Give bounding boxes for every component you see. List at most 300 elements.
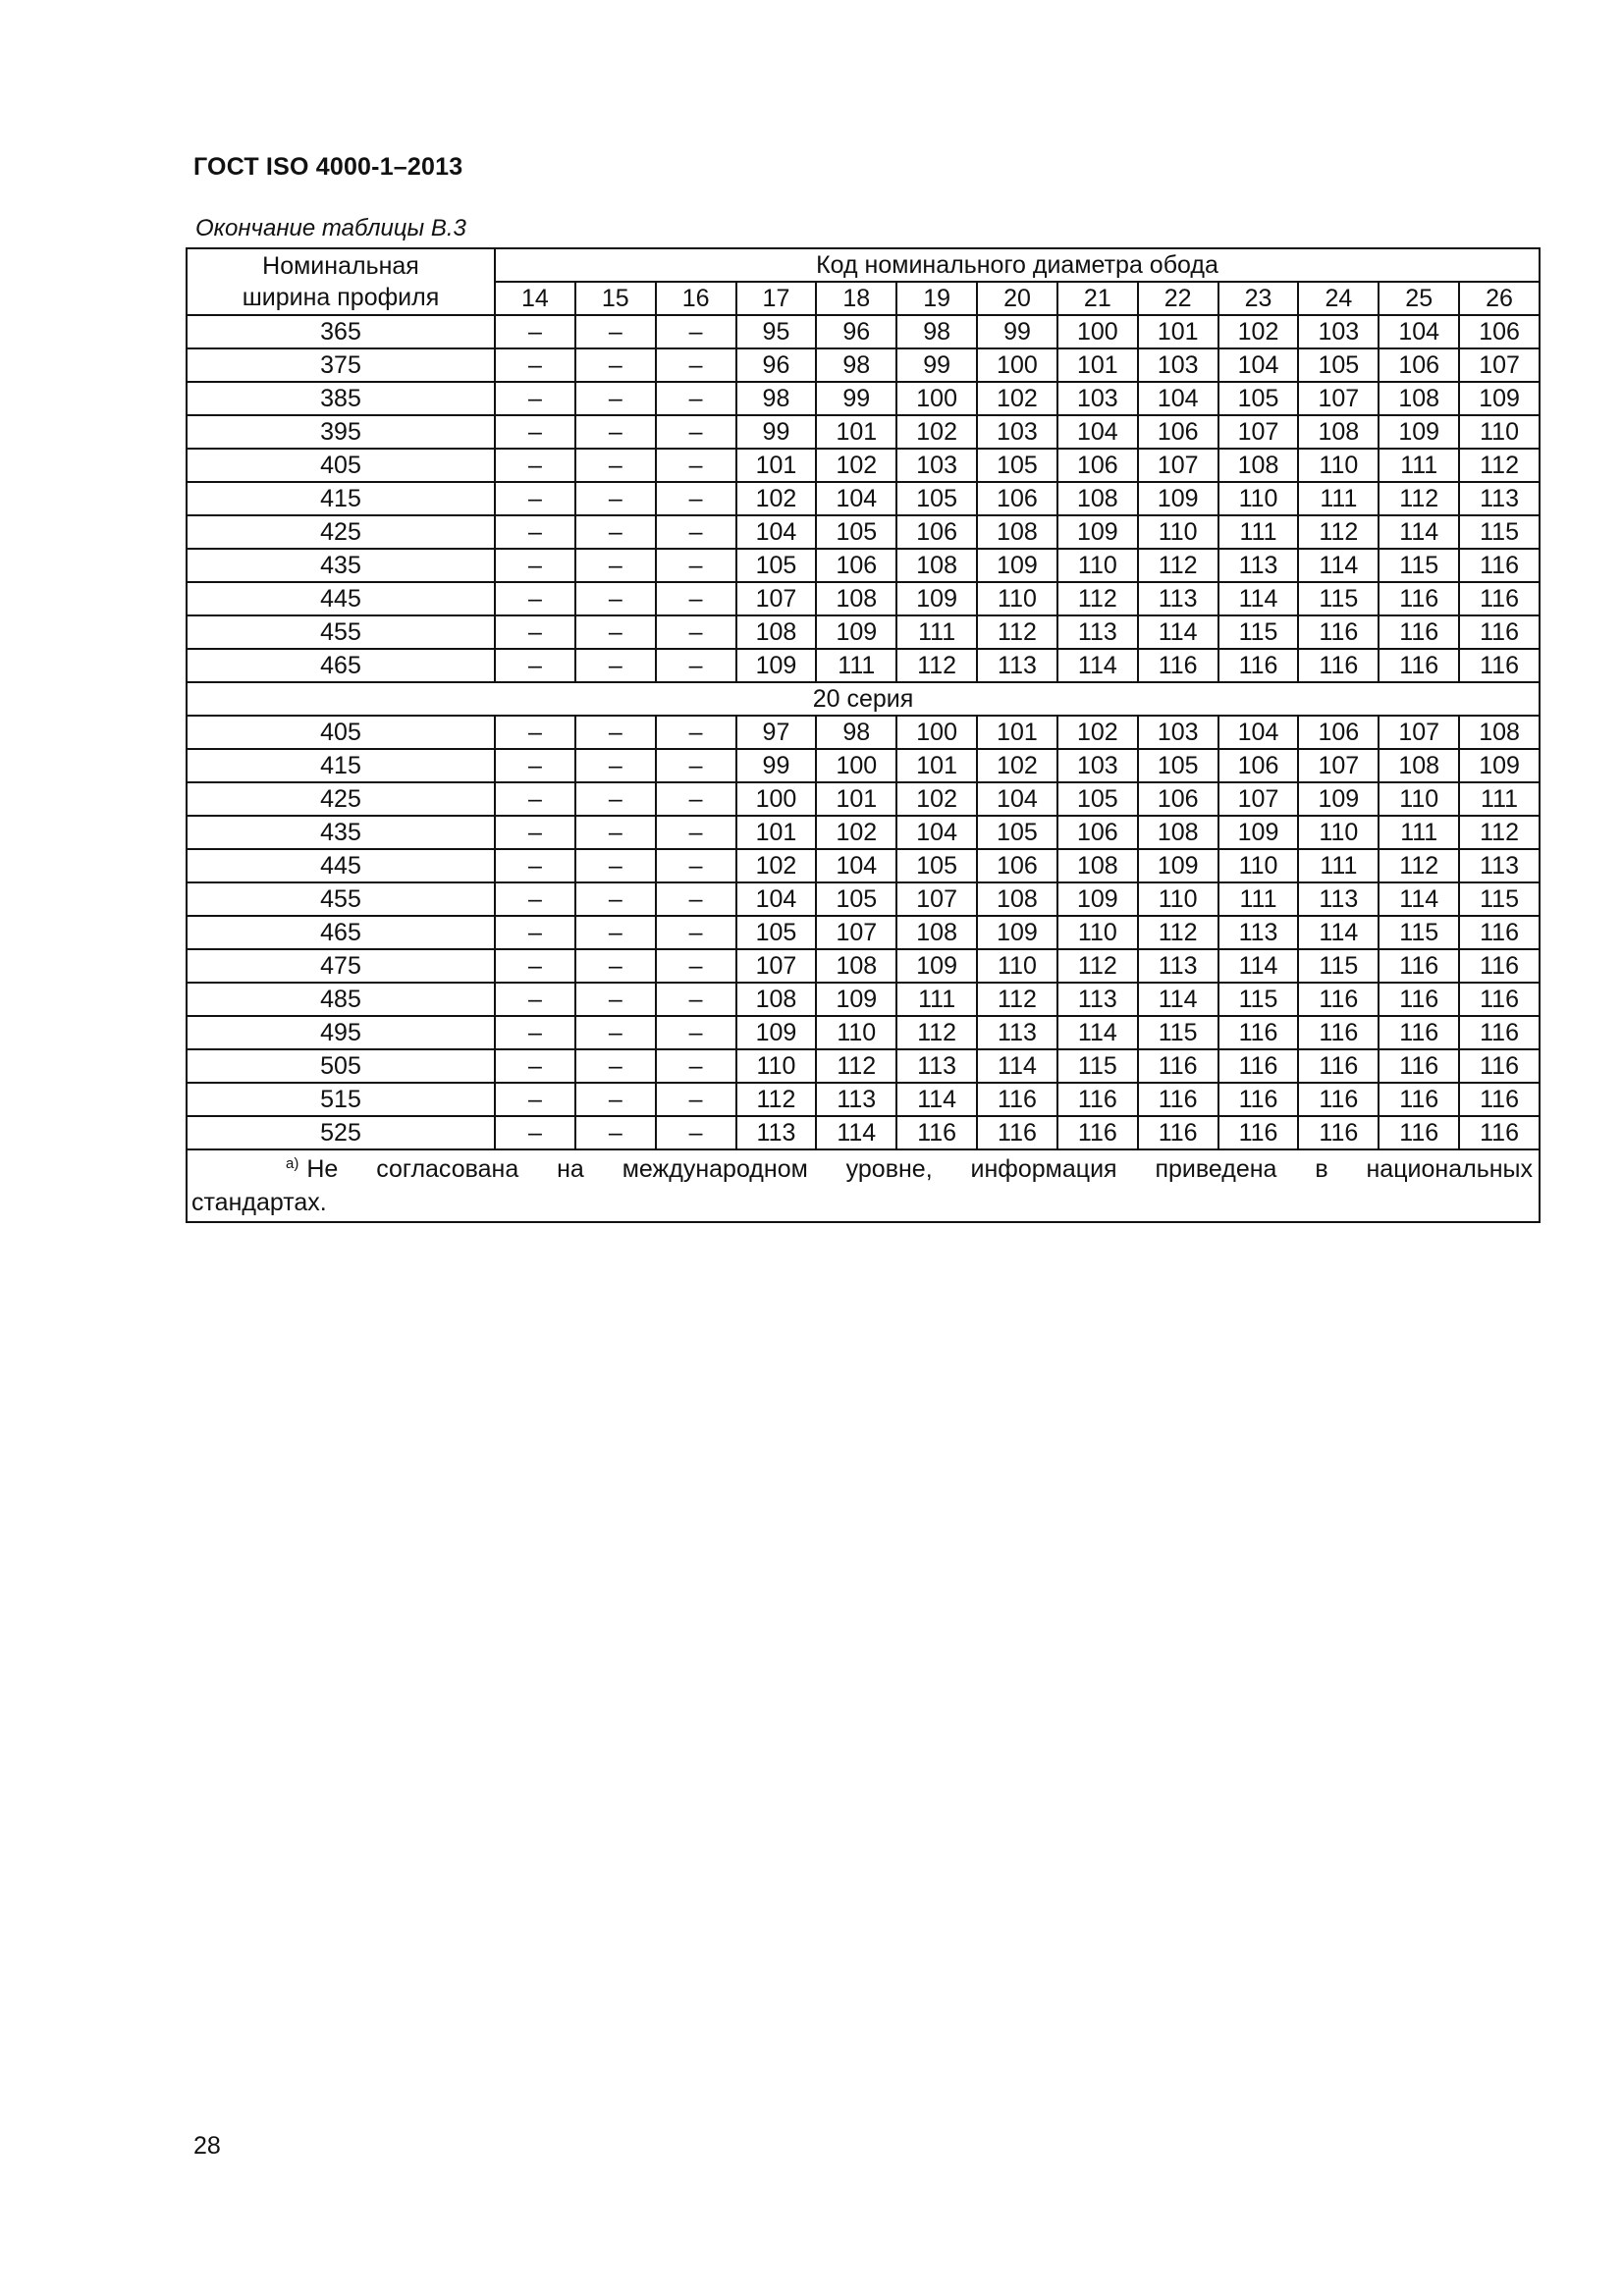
load-index-cell: 107 xyxy=(1138,449,1218,482)
load-index-cell: 114 xyxy=(1138,983,1218,1016)
load-index-cell: 116 xyxy=(1379,649,1459,682)
table-row xyxy=(187,716,1540,749)
load-index-cell: 105 xyxy=(816,515,896,549)
load-index-cell: – xyxy=(575,782,656,816)
load-index-cell: 106 xyxy=(1298,716,1379,749)
load-index-cell: – xyxy=(575,882,656,916)
load-index-cell: 116 xyxy=(1379,949,1459,983)
width-cell: 455 xyxy=(187,882,495,916)
load-index-cell: 100 xyxy=(896,382,977,415)
table-row xyxy=(187,549,1540,582)
width-cell: 485 xyxy=(187,983,495,1016)
load-index-cell: 110 xyxy=(1138,515,1218,549)
load-index-cell: 108 xyxy=(977,882,1057,916)
diameter-code-cell: 17 xyxy=(736,282,817,315)
load-index-cell: – xyxy=(495,1116,575,1149)
load-index-cell: – xyxy=(575,1049,656,1083)
table-row xyxy=(187,415,1540,449)
load-index-cell: 113 xyxy=(1298,882,1379,916)
load-index-cell: 115 xyxy=(1459,515,1540,549)
load-index-cell: – xyxy=(575,716,656,749)
load-index-cell: 106 xyxy=(1459,315,1540,348)
load-index-cell: – xyxy=(495,615,575,649)
load-index-cell: 114 xyxy=(1298,916,1379,949)
load-index-cell: 99 xyxy=(977,315,1057,348)
load-index-cell: 113 xyxy=(1218,916,1299,949)
load-index-cell: 111 xyxy=(1379,816,1459,849)
load-index-cell: 108 xyxy=(977,515,1057,549)
load-index-cell: 100 xyxy=(816,749,896,782)
table-row xyxy=(187,348,1540,382)
load-index-cell: – xyxy=(656,315,736,348)
load-index-cell: 96 xyxy=(736,348,817,382)
width-cell: 505 xyxy=(187,1049,495,1083)
load-index-cell: 111 xyxy=(1218,515,1299,549)
load-index-cell: – xyxy=(575,916,656,949)
load-index-cell: – xyxy=(575,515,656,549)
width-cell: 385 xyxy=(187,382,495,415)
load-index-cell: – xyxy=(495,983,575,1016)
load-index-cell: – xyxy=(495,382,575,415)
load-index-cell: 109 xyxy=(977,916,1057,949)
load-index-cell: 104 xyxy=(736,515,817,549)
load-index-cell: 95 xyxy=(736,315,817,348)
width-cell: 475 xyxy=(187,949,495,983)
diameter-code-cell: 20 xyxy=(977,282,1057,315)
load-index-cell: 112 xyxy=(1138,916,1218,949)
load-index-cell: 116 xyxy=(1218,649,1299,682)
load-index-cell: 106 xyxy=(816,549,896,582)
table-row xyxy=(187,782,1540,816)
load-index-cell: – xyxy=(656,1083,736,1116)
load-index-cell: 116 xyxy=(1379,582,1459,615)
load-index-cell: 110 xyxy=(1057,549,1138,582)
load-index-cell: 99 xyxy=(736,749,817,782)
load-index-cell: 109 xyxy=(1138,482,1218,515)
load-index-cell: – xyxy=(575,582,656,615)
diameter-code-cell: 16 xyxy=(656,282,736,315)
table-row xyxy=(187,916,1540,949)
load-index-cell: 104 xyxy=(736,882,817,916)
footnote-row xyxy=(187,1149,1540,1222)
load-index-cell: 96 xyxy=(816,315,896,348)
load-index-cell: 101 xyxy=(896,749,977,782)
load-index-cell: 116 xyxy=(1459,916,1540,949)
load-index-cell: 97 xyxy=(736,716,817,749)
width-cell: 515 xyxy=(187,1083,495,1116)
load-index-cell: 102 xyxy=(896,415,977,449)
width-cell: 465 xyxy=(187,649,495,682)
load-index-cell: 108 xyxy=(1057,482,1138,515)
load-index-cell: – xyxy=(656,849,736,882)
table-row xyxy=(187,449,1540,482)
load-index-cell: 107 xyxy=(816,916,896,949)
load-index-cell: 102 xyxy=(977,749,1057,782)
load-index-cell: – xyxy=(495,816,575,849)
load-index-cell: 98 xyxy=(816,716,896,749)
load-index-cell: 116 xyxy=(1379,1116,1459,1149)
load-index-cell: – xyxy=(656,615,736,649)
load-index-cell: – xyxy=(656,382,736,415)
load-index-cell: 111 xyxy=(1459,782,1540,816)
table-row xyxy=(187,649,1540,682)
diameter-code-cell: 18 xyxy=(816,282,896,315)
load-index-cell: 114 xyxy=(977,1049,1057,1083)
nominal-width-header xyxy=(187,248,495,315)
load-index-cell: – xyxy=(495,749,575,782)
load-index-cell: 105 xyxy=(736,916,817,949)
load-index-cell: 115 xyxy=(1218,615,1299,649)
load-index-cell: 110 xyxy=(736,1049,817,1083)
load-index-cell: 107 xyxy=(1218,782,1299,816)
load-index-cell: – xyxy=(495,348,575,382)
load-index-cell: 103 xyxy=(1138,348,1218,382)
load-index-cell: 107 xyxy=(1379,716,1459,749)
load-index-cell: – xyxy=(656,1049,736,1083)
load-index-cell: 111 xyxy=(1298,482,1379,515)
load-index-cell: 105 xyxy=(977,816,1057,849)
load-index-cell: 116 xyxy=(1138,649,1218,682)
load-index-cell: 110 xyxy=(816,1016,896,1049)
load-index-cell: – xyxy=(495,549,575,582)
load-index-cell: 103 xyxy=(1298,315,1379,348)
load-index-cell: 116 xyxy=(1379,1016,1459,1049)
load-index-cell: 108 xyxy=(1459,716,1540,749)
load-index-cell: 116 xyxy=(1298,615,1379,649)
load-index-cell: 106 xyxy=(1379,348,1459,382)
load-index-cell: 105 xyxy=(1138,749,1218,782)
width-cell: 525 xyxy=(187,1116,495,1149)
diameter-code-cell: 24 xyxy=(1298,282,1379,315)
load-index-cell: 109 xyxy=(896,582,977,615)
load-index-cell: – xyxy=(656,716,736,749)
load-index-cell: – xyxy=(495,916,575,949)
load-index-cell: 101 xyxy=(736,816,817,849)
load-index-cell: 116 xyxy=(1138,1116,1218,1149)
load-index-cell: 115 xyxy=(1459,882,1540,916)
load-index-cell: 107 xyxy=(1298,749,1379,782)
load-index-cell: 112 xyxy=(1138,549,1218,582)
series-label: 20 серия xyxy=(187,682,1540,716)
load-index-cell: 99 xyxy=(736,415,817,449)
load-index-cell: 114 xyxy=(1057,1016,1138,1049)
load-index-cell: 102 xyxy=(736,482,817,515)
load-index-cell: 106 xyxy=(977,849,1057,882)
load-index-cell: 108 xyxy=(1057,849,1138,882)
width-cell: 435 xyxy=(187,816,495,849)
load-index-cell: 108 xyxy=(896,549,977,582)
load-index-cell: 109 xyxy=(896,949,977,983)
load-index-cell: 114 xyxy=(1379,515,1459,549)
load-index-cell: 110 xyxy=(1459,415,1540,449)
load-index-cell: 103 xyxy=(977,415,1057,449)
load-index-cell: 101 xyxy=(816,415,896,449)
load-index-cell: 115 xyxy=(1218,983,1299,1016)
load-index-cell: 103 xyxy=(1057,749,1138,782)
load-index-cell: 99 xyxy=(896,348,977,382)
table-row xyxy=(187,816,1540,849)
load-index-cell: 102 xyxy=(816,816,896,849)
load-index-cell: 116 xyxy=(1459,615,1540,649)
load-index-cell: – xyxy=(495,1049,575,1083)
header-row-1 xyxy=(187,248,1540,282)
load-index-cell: 110 xyxy=(1057,916,1138,949)
diameter-code-cell: 15 xyxy=(575,282,656,315)
load-index-cell: 102 xyxy=(816,449,896,482)
load-index-cell: – xyxy=(656,649,736,682)
table-caption: Окончание таблицы В.3 xyxy=(195,215,466,241)
footnote xyxy=(187,1149,1540,1222)
diameter-code-cell: 25 xyxy=(1379,282,1459,315)
load-index-cell: 112 xyxy=(1057,582,1138,615)
load-index-cell: – xyxy=(575,549,656,582)
load-index-cell: 114 xyxy=(1298,549,1379,582)
width-cell: 495 xyxy=(187,1016,495,1049)
load-index-cell: 108 xyxy=(736,615,817,649)
load-index-cell: – xyxy=(495,1083,575,1116)
load-index-cell: – xyxy=(575,1016,656,1049)
load-index-cell: 105 xyxy=(816,882,896,916)
load-index-cell: 111 xyxy=(896,983,977,1016)
load-index-cell: 104 xyxy=(816,482,896,515)
load-index-cell: – xyxy=(575,749,656,782)
load-index-cell: 116 xyxy=(1298,1049,1379,1083)
load-index-cell: 116 xyxy=(1298,1016,1379,1049)
load-index-cell: 116 xyxy=(1298,983,1379,1016)
footnote-line-1 xyxy=(191,1152,1533,1186)
load-index-cell: 110 xyxy=(1298,816,1379,849)
load-index-cell: 113 xyxy=(1459,849,1540,882)
load-index-cell: 116 xyxy=(1138,1083,1218,1116)
diameter-code-cell: 22 xyxy=(1138,282,1218,315)
load-index-cell: 110 xyxy=(977,949,1057,983)
load-index-cell: 116 xyxy=(1218,1049,1299,1083)
load-index-cell: – xyxy=(575,649,656,682)
load-index-cell: 101 xyxy=(736,449,817,482)
load-index-cell: 107 xyxy=(736,949,817,983)
load-index-cell: 114 xyxy=(1057,649,1138,682)
load-index-cell: 116 xyxy=(1379,983,1459,1016)
load-index-cell: 105 xyxy=(1298,348,1379,382)
load-index-cell: 109 xyxy=(1218,816,1299,849)
load-index-cell: 109 xyxy=(736,649,817,682)
load-index-cell: 100 xyxy=(977,348,1057,382)
table-row xyxy=(187,482,1540,515)
load-index-cell: 101 xyxy=(977,716,1057,749)
load-index-cell: 104 xyxy=(816,849,896,882)
table-row xyxy=(187,1083,1540,1116)
load-index-cell: 102 xyxy=(977,382,1057,415)
load-index-cell: 109 xyxy=(1459,749,1540,782)
load-index-cell: 101 xyxy=(816,782,896,816)
table-row xyxy=(187,515,1540,549)
load-index-cell: – xyxy=(575,348,656,382)
width-cell: 375 xyxy=(187,348,495,382)
load-index-cell: 111 xyxy=(1298,849,1379,882)
load-index-cell: 109 xyxy=(816,983,896,1016)
load-index-cell: 116 xyxy=(1298,1083,1379,1116)
load-index-cell: 112 xyxy=(816,1049,896,1083)
load-index-cell: 109 xyxy=(977,549,1057,582)
table-row xyxy=(187,1116,1540,1149)
load-index-cell: – xyxy=(495,849,575,882)
table-row xyxy=(187,1049,1540,1083)
load-index-cell: – xyxy=(575,615,656,649)
load-index-cell: – xyxy=(656,449,736,482)
load-index-cell: 115 xyxy=(1379,916,1459,949)
load-index-cell: 110 xyxy=(1379,782,1459,816)
load-index-cell: – xyxy=(656,582,736,615)
load-index-cell: 116 xyxy=(1459,1049,1540,1083)
load-index-cell: 109 xyxy=(1379,415,1459,449)
load-index-cell: – xyxy=(495,415,575,449)
diameter-code-cell: 21 xyxy=(1057,282,1138,315)
load-index-cell: – xyxy=(575,382,656,415)
load-index-cell: – xyxy=(575,1083,656,1116)
load-index-cell: 104 xyxy=(1379,315,1459,348)
load-index-cell: 108 xyxy=(736,983,817,1016)
load-index-cell: 106 xyxy=(1057,449,1138,482)
load-index-cell: 109 xyxy=(816,615,896,649)
load-index-cell: 108 xyxy=(1379,749,1459,782)
load-index-cell: – xyxy=(495,649,575,682)
load-index-cell: 110 xyxy=(1218,849,1299,882)
load-index-cell: – xyxy=(575,315,656,348)
load-index-cell: 98 xyxy=(736,382,817,415)
load-index-cell: 102 xyxy=(1057,716,1138,749)
load-index-cell: 116 xyxy=(1459,1116,1540,1149)
load-index-cell: 102 xyxy=(1218,315,1299,348)
load-index-cell: 116 xyxy=(1057,1083,1138,1116)
load-index-cell: – xyxy=(495,515,575,549)
load-index-cell: 104 xyxy=(1138,382,1218,415)
load-index-cell: 105 xyxy=(896,849,977,882)
load-index-cell: 115 xyxy=(1298,582,1379,615)
load-index-cell: 114 xyxy=(1218,582,1299,615)
load-index-cell: – xyxy=(575,816,656,849)
load-index-cell: 102 xyxy=(896,782,977,816)
page-number: 28 xyxy=(193,2132,221,2160)
load-index-cell: – xyxy=(495,582,575,615)
load-index-cell: 116 xyxy=(1218,1083,1299,1116)
load-index-cell: 103 xyxy=(1138,716,1218,749)
load-index-cell: 106 xyxy=(1057,816,1138,849)
load-index-cell: 116 xyxy=(1057,1116,1138,1149)
load-index-cell: – xyxy=(495,882,575,916)
table-row xyxy=(187,949,1540,983)
load-index-cell: 100 xyxy=(896,716,977,749)
rim-diameter-code-header: Код номинального диаметра обода xyxy=(495,248,1540,282)
load-index-cell: – xyxy=(575,983,656,1016)
load-index-cell: 109 xyxy=(1138,849,1218,882)
load-index-cell: 107 xyxy=(736,582,817,615)
load-index-cell: – xyxy=(656,983,736,1016)
load-index-cell: 116 xyxy=(1459,549,1540,582)
load-index-cell: – xyxy=(656,415,736,449)
load-index-cell: 116 xyxy=(1298,649,1379,682)
load-index-cell: 115 xyxy=(1057,1049,1138,1083)
width-cell: 445 xyxy=(187,582,495,615)
load-index-cell: 113 xyxy=(977,649,1057,682)
load-index-cell: – xyxy=(495,1016,575,1049)
load-index-cell: 113 xyxy=(977,1016,1057,1049)
load-index-cell: 102 xyxy=(736,849,817,882)
load-index-cell: 110 xyxy=(977,582,1057,615)
load-index-cell: 112 xyxy=(977,615,1057,649)
load-index-cell: 114 xyxy=(896,1083,977,1116)
load-index-cell: 108 xyxy=(1379,382,1459,415)
load-index-cell: – xyxy=(575,1116,656,1149)
table-header xyxy=(187,248,1540,315)
load-index-cell: 106 xyxy=(1138,415,1218,449)
load-index-cell: 112 xyxy=(736,1083,817,1116)
footnote-text: Не согласована на международном уровне, информация приведена в национальных xyxy=(306,1155,1533,1183)
table-row xyxy=(187,983,1540,1016)
load-index-cell: 101 xyxy=(1138,315,1218,348)
load-index-cell: 116 xyxy=(1218,1016,1299,1049)
load-index-cell: – xyxy=(656,916,736,949)
load-index-cell: – xyxy=(575,949,656,983)
load-index-cell: 113 xyxy=(1057,983,1138,1016)
load-index-cell: 116 xyxy=(977,1083,1057,1116)
load-index-cell: 114 xyxy=(1218,949,1299,983)
load-index-cell: 111 xyxy=(816,649,896,682)
load-index-cell: 114 xyxy=(816,1116,896,1149)
load-index-cell: 116 xyxy=(1459,582,1540,615)
width-cell: 395 xyxy=(187,415,495,449)
load-index-cell: 116 xyxy=(1379,1083,1459,1116)
load-index-cell: – xyxy=(656,515,736,549)
load-index-cell: 111 xyxy=(1218,882,1299,916)
load-index-cell: 115 xyxy=(1298,949,1379,983)
load-index-cell: 113 xyxy=(1138,582,1218,615)
load-index-cell: 112 xyxy=(896,649,977,682)
width-cell: 455 xyxy=(187,615,495,649)
load-index-cell: – xyxy=(656,1116,736,1149)
load-index-cell: 112 xyxy=(1298,515,1379,549)
load-index-cell: 101 xyxy=(1057,348,1138,382)
diameter-code-cell: 26 xyxy=(1459,282,1540,315)
load-index-cell: 114 xyxy=(1379,882,1459,916)
load-index-cell: 110 xyxy=(1138,882,1218,916)
load-index-cell: 113 xyxy=(1057,615,1138,649)
load-index-cell: – xyxy=(495,482,575,515)
table-row xyxy=(187,882,1540,916)
width-cell: 425 xyxy=(187,782,495,816)
load-index-cell: 109 xyxy=(1459,382,1540,415)
load-index-cell: 112 xyxy=(977,983,1057,1016)
load-index-cell: 116 xyxy=(1459,1016,1540,1049)
load-index-cell: 107 xyxy=(1459,348,1540,382)
table-row xyxy=(187,749,1540,782)
load-index-cell: 115 xyxy=(1138,1016,1218,1049)
load-index-cell: – xyxy=(495,782,575,816)
load-index-cell: 114 xyxy=(1138,615,1218,649)
tire-load-index-table xyxy=(186,247,1541,1223)
footnote-line-2: стандартах. xyxy=(191,1189,327,1216)
load-index-cell: 105 xyxy=(1218,382,1299,415)
document-id-header: ГОСТ ISO 4000-1–2013 xyxy=(193,153,463,181)
load-index-cell: 108 xyxy=(816,949,896,983)
load-index-cell: – xyxy=(656,949,736,983)
load-index-cell: 116 xyxy=(1218,1116,1299,1149)
footnote-mark: а) xyxy=(286,1154,299,1172)
load-index-cell: 100 xyxy=(736,782,817,816)
width-cell: 405 xyxy=(187,716,495,749)
width-cell: 405 xyxy=(187,449,495,482)
load-index-cell: 108 xyxy=(1218,449,1299,482)
width-cell: 415 xyxy=(187,749,495,782)
